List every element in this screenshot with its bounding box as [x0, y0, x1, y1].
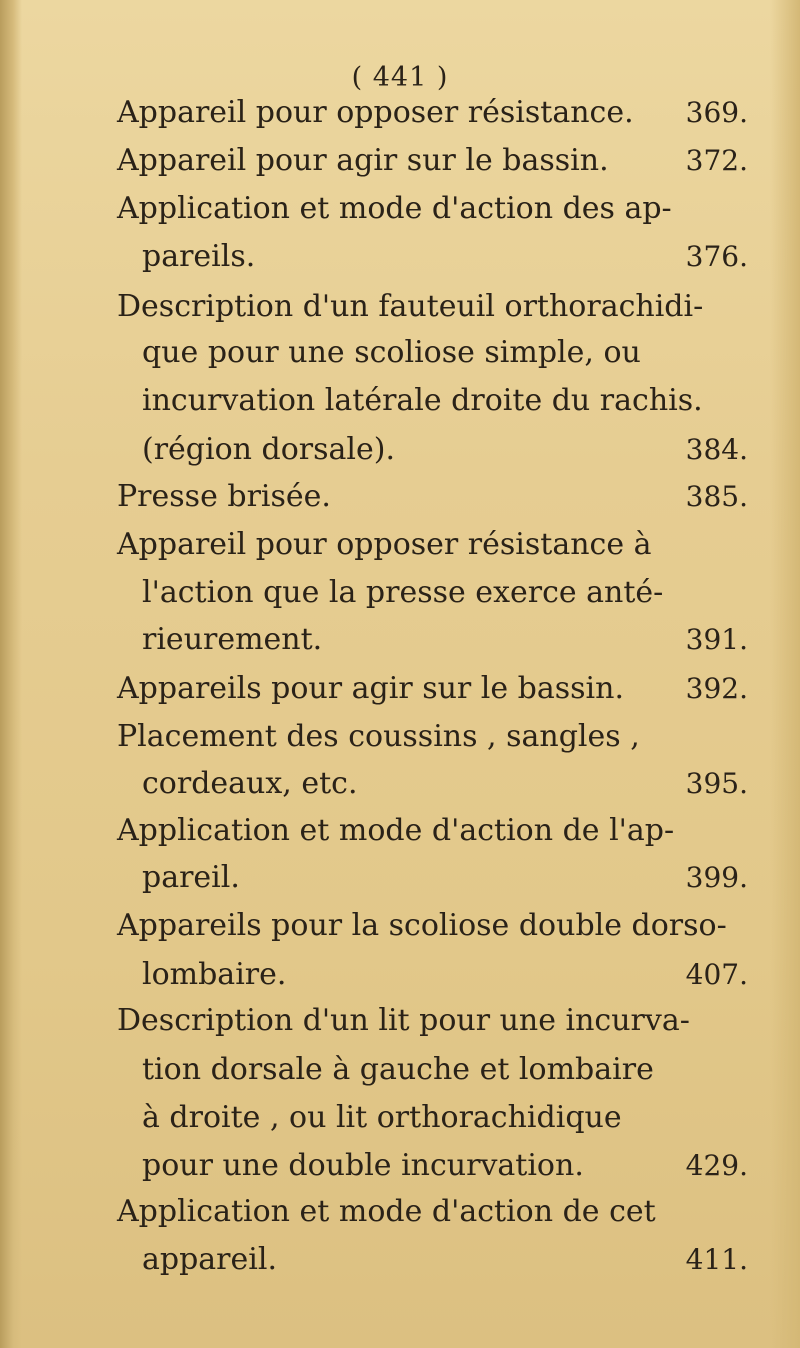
toc-entry-continuation: à droite , ou lit orthorachidique [142, 1100, 622, 1135]
toc-entry-continuation: pour une double incurvation. [142, 1148, 584, 1183]
toc-page-number: 407. [685, 958, 748, 991]
toc-entry-continuation: que pour une scoliose simple, ou [142, 335, 641, 370]
toc-entry-continuation: (région dorsale). [142, 432, 395, 467]
toc-entry-title: Presse brisée. [117, 479, 331, 514]
toc-entry-title: Description d'un lit pour une incurva- [117, 1003, 690, 1038]
toc-page-number: 384. [685, 433, 748, 466]
toc-entry-title: Appareils pour la scoliose double dorso- [117, 908, 727, 943]
toc-entry-continuation: pareils. [142, 239, 256, 274]
toc-page-number: 391. [685, 623, 748, 656]
toc-page-number: 399. [685, 861, 748, 894]
toc-page-number: 392. [685, 672, 748, 705]
toc-entry-continuation: appareil. [142, 1242, 277, 1277]
toc-entry-title: Application et mode d'action de l'ap- [117, 813, 675, 848]
toc-entry-title: Appareils pour agir sur le bassin. [117, 671, 625, 706]
toc-entry-continuation: lombaire. [142, 957, 287, 992]
toc-page-number: 411. [685, 1243, 748, 1276]
toc-entry-continuation: tion dorsale à gauche et lombaire [142, 1052, 654, 1087]
toc-entry-title: Appareil pour opposer résistance. [117, 95, 634, 130]
toc-page-number: 369. [685, 96, 748, 129]
toc-page-number: 372. [685, 144, 748, 177]
page-number-header: ( 441 ) [351, 62, 449, 93]
toc-entry-title: Appareil pour opposer résistance à [117, 527, 652, 562]
toc-entry-continuation: cordeaux, etc. [142, 766, 358, 801]
toc-entry-title: Description d'un fauteuil orthorachidi- [117, 289, 704, 324]
toc-entry-continuation: l'action que la presse exerce anté- [142, 575, 664, 610]
toc-page-number: 376. [685, 240, 748, 273]
toc-entry-continuation: pareil. [142, 860, 240, 895]
toc-entry-title: Application et mode d'action de cet [117, 1194, 656, 1229]
toc-page-number: 429. [685, 1149, 748, 1182]
toc-entry-continuation: rieurement. [142, 622, 323, 657]
toc-page-number: 395. [685, 767, 748, 800]
toc-page-number: 385. [685, 480, 748, 513]
toc-entry-title: Application et mode d'action des ap- [117, 191, 672, 226]
toc-entry-continuation: incurvation latérale droite du rachis. [142, 383, 703, 418]
toc-entry-title: Appareil pour agir sur le bassin. [117, 143, 609, 178]
toc-entry-title: Placement des coussins , sangles , [117, 719, 640, 754]
